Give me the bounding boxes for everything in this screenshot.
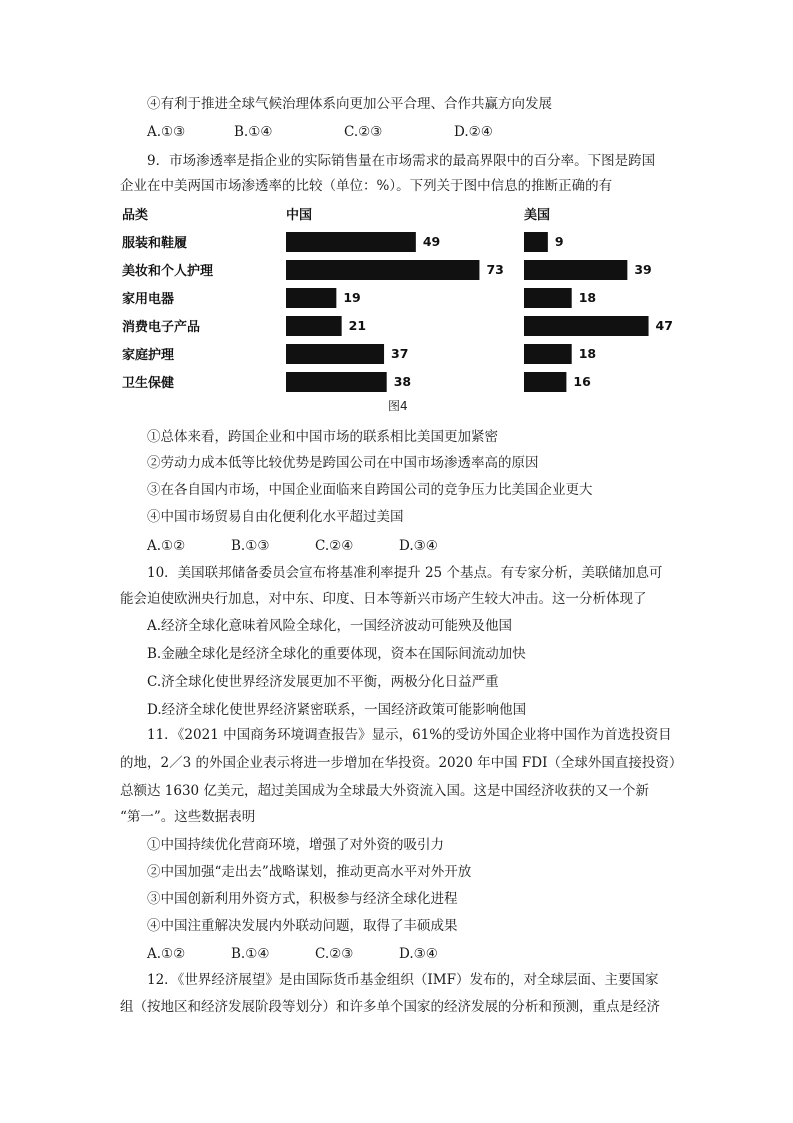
chart-header-usa: 美国 (524, 208, 551, 223)
chart-header-china: 中国 (286, 208, 313, 223)
china-value-label: 21 (348, 318, 367, 333)
china-bar (286, 260, 479, 280)
q11-stem-line-3: 总额达 1630 亿美元，超过美国成为全球最大外资流入国。这是中国经济收获的又一个新 (120, 783, 649, 799)
china-bar (286, 344, 384, 364)
q9-statement-3: ③在各自国内市场，中国企业面临来自跨国公司的竞争压力比美国企业更大 (147, 482, 593, 498)
usa-bar (524, 232, 548, 252)
china-value-label: 37 (391, 346, 409, 361)
usa-value-label: 39 (634, 262, 652, 277)
q8-option-b: B.①④ (234, 124, 273, 140)
q9-option-b: B.①③ (231, 538, 270, 554)
q9-option-c: C.②④ (315, 538, 354, 554)
q8-option-d: D.②④ (454, 124, 493, 140)
q9-statement-4: ④中国市场贸易自由化便利化水平超过美国 (147, 509, 404, 525)
china-value-label: 49 (422, 234, 441, 249)
chart-category-label: 卫生保健 (122, 376, 175, 391)
penetration-rate-chart (120, 200, 680, 425)
q11-statement-2: ②中国加强“走出去”战略谋划，推动更高水平对外开放 (147, 864, 472, 880)
q10-choice-a: A.经济全球化意味着风险全球化，一国经济波动可能殃及他国 (147, 618, 513, 634)
china-bar (286, 232, 416, 252)
q10-choice-c: C.济全球化使世界经济发展更加不平衡，两极分化日益严重 (147, 674, 499, 690)
q11-stem-line-2: 的地，2／3 的外国企业表示将进一步增加在华投资。2020 年中国 FDI（全球外国直接投资） (120, 755, 683, 771)
q10-choice-b: B.金融全球化是经济全球化的重要体现，资本在国际间流动加快 (147, 646, 526, 662)
q10-choice-d: D.经济全球化使世界经济紧密联系，一国经济政策可能影响他国 (147, 702, 527, 718)
usa-value-label: 18 (578, 346, 597, 361)
chart-header-category: 品类 (122, 208, 149, 223)
china-bar (286, 372, 387, 392)
q11-option-d: D.③④ (399, 946, 438, 962)
usa-value-label: 9 (554, 234, 564, 249)
usa-bar (524, 344, 572, 364)
q11-option-c: C.②③ (315, 946, 354, 962)
q11-option-a: A.①② (147, 946, 186, 962)
q9-statement-2: ②劳动力成本低等比较优势是跨国公司在中国市场渗透率高的原因 (147, 455, 539, 471)
q12-stem-line-1: 12．《世界经济展望》是由国际货币基金组织（IMF）发布的，对全球层面、主要国家 (147, 972, 659, 988)
usa-value-label: 47 (655, 318, 673, 333)
chart-category-label: 家用电器 (122, 292, 175, 307)
q9-statement-1: ①总体来看，跨国企业和中国市场的联系相比美国更加紧密 (147, 429, 498, 445)
china-bar (286, 316, 342, 336)
usa-bar (524, 288, 572, 308)
chart-category-label: 消费电子产品 (122, 320, 201, 335)
q12-stem-line-2: 组（按地区和经济发展阶段等划分）和许多单个国家的经济发展的分析和预测，重点是经济 (120, 999, 660, 1015)
q11-statement-3: ③中国创新利用外资方式，积极参与经济全球化进程 (147, 891, 458, 907)
china-bar (286, 288, 336, 308)
usa-bar (524, 372, 566, 392)
usa-bar (524, 316, 649, 336)
chart-category-label: 家庭护理 (122, 348, 175, 363)
q8-option-c: C.②③ (344, 124, 383, 140)
q9-stem-line-2: 企业在中美两国市场渗透率的比较（单位：%）。下列关于图中信息的推断正确的有 (120, 178, 613, 194)
q9-option-d: D.③④ (399, 538, 438, 554)
q11-stem-line-4: “第一”。这些数据表明 (120, 809, 256, 825)
usa-bar (524, 260, 627, 280)
q10-stem-line-1: 10．美国联邦储备委员会宣布将基准利率提升 25 个基点。有专家分析，美联储加息可 (147, 565, 663, 581)
q11-option-b: B.①④ (231, 946, 270, 962)
china-value-label: 19 (343, 290, 361, 305)
q11-stem-line-1: 11．《2021 中国商务环境调查报告》显示，61%的受访外国企业将中国作为首选投资目 (147, 727, 672, 743)
q8-option-a: A.①③ (147, 124, 186, 140)
chart-category-label: 服装和鞋履 (122, 236, 188, 251)
q11-statement-1: ①中国持续优化营商环境，增强了对外资的吸引力 (147, 837, 444, 853)
q9-stem-line-1: 9．市场渗透率是指企业的实际销售量在市场需求的最高界限中的百分率。下图是跨国 (147, 153, 656, 169)
q11-statement-4: ④中国注重解决发展内外联动问题，取得了丰硕成果 (147, 918, 458, 934)
china-value-label: 73 (486, 262, 504, 277)
usa-value-label: 16 (573, 374, 591, 389)
chart-caption: 图4 (388, 399, 408, 413)
q9-option-a: A.①② (147, 538, 186, 554)
q10-stem-line-2: 能会迫使欧洲央行加息，对中东、印度、日本等新兴市场产生较大冲击。这一分析体现了 (120, 591, 647, 607)
china-value-label: 38 (393, 374, 412, 389)
chart-category-label: 美妆和个人护理 (122, 264, 214, 279)
usa-value-label: 18 (578, 290, 597, 305)
q8-statement-4: ④有利于推进全球气候治理体系向更加公平合理、合作共赢方向发展 (147, 96, 552, 112)
